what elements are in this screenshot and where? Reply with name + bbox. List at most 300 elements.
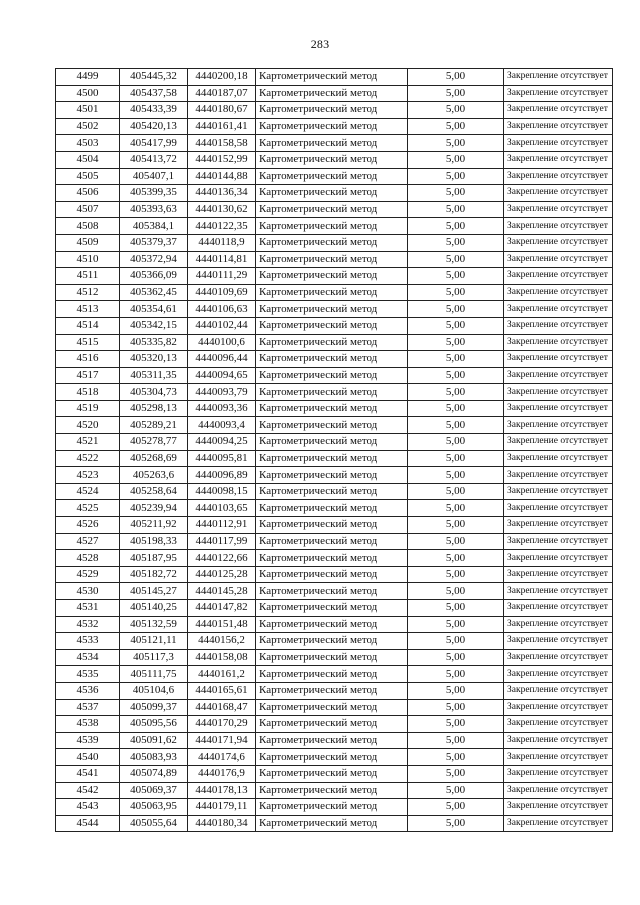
accuracy-cell: 5,00 (408, 201, 504, 218)
method-cell: Картометрический метод (256, 649, 408, 666)
accuracy-cell: 5,00 (408, 69, 504, 86)
y-coordinate-cell: 4440098,15 (188, 483, 256, 500)
point-number-cell: 4506 (56, 185, 120, 202)
accuracy-cell: 5,00 (408, 467, 504, 484)
accuracy-cell: 5,00 (408, 483, 504, 500)
description-cell: Закрепление отсутствует (504, 782, 613, 799)
description-cell: Закрепление отсутствует (504, 85, 613, 102)
y-coordinate-cell: 4440187,07 (188, 85, 256, 102)
accuracy-cell: 5,00 (408, 185, 504, 202)
y-coordinate-cell: 4440109,69 (188, 284, 256, 301)
description-cell: Закрепление отсутствует (504, 682, 613, 699)
description-cell: Закрепление отсутствует (504, 566, 613, 583)
description-cell: Закрепление отсутствует (504, 135, 613, 152)
accuracy-cell: 5,00 (408, 533, 504, 550)
method-cell: Картометрический метод (256, 500, 408, 517)
accuracy-cell: 5,00 (408, 765, 504, 782)
x-coordinate-cell: 405117,3 (120, 649, 188, 666)
table-row (56, 450, 613, 467)
y-coordinate-cell: 4440174,6 (188, 749, 256, 766)
method-cell: Картометрический метод (256, 616, 408, 633)
table-row (56, 467, 613, 484)
table-row (56, 765, 613, 782)
table-row (56, 550, 613, 567)
y-coordinate-cell: 4440103,65 (188, 500, 256, 517)
x-coordinate-cell: 405298,13 (120, 400, 188, 417)
x-coordinate-cell: 405342,15 (120, 317, 188, 334)
table-row (56, 135, 613, 152)
description-cell: Закрепление отсутствует (504, 500, 613, 517)
y-coordinate-cell: 4440130,62 (188, 201, 256, 218)
x-coordinate-cell: 405366,09 (120, 268, 188, 285)
description-cell: Закрепление отсутствует (504, 168, 613, 185)
y-coordinate-cell: 4440106,63 (188, 301, 256, 318)
point-number-cell: 4520 (56, 417, 120, 434)
x-coordinate-cell: 405289,21 (120, 417, 188, 434)
point-number-cell: 4499 (56, 69, 120, 86)
table-row (56, 317, 613, 334)
accuracy-cell: 5,00 (408, 400, 504, 417)
accuracy-cell: 5,00 (408, 301, 504, 318)
y-coordinate-cell: 4440178,13 (188, 782, 256, 799)
x-coordinate-cell: 405278,77 (120, 434, 188, 451)
y-coordinate-cell: 4440118,9 (188, 234, 256, 251)
page-number: 283 (310, 37, 330, 51)
table-row (56, 367, 613, 384)
method-cell: Картометрический метод (256, 268, 408, 285)
description-cell: Закрепление отсутствует (504, 218, 613, 235)
point-number-cell: 4510 (56, 251, 120, 268)
x-coordinate-cell: 405372,94 (120, 251, 188, 268)
description-cell: Закрепление отсутствует (504, 400, 613, 417)
x-coordinate-cell: 405132,59 (120, 616, 188, 633)
table-row (56, 799, 613, 816)
method-cell: Картометрический метод (256, 69, 408, 86)
accuracy-cell: 5,00 (408, 151, 504, 168)
method-cell: Картометрический метод (256, 799, 408, 816)
x-coordinate-cell: 405311,35 (120, 367, 188, 384)
method-cell: Картометрический метод (256, 633, 408, 650)
method-cell: Картометрический метод (256, 533, 408, 550)
accuracy-cell: 5,00 (408, 699, 504, 716)
point-number-cell: 4522 (56, 450, 120, 467)
table-row (56, 500, 613, 517)
accuracy-cell: 5,00 (408, 417, 504, 434)
y-coordinate-cell: 4440094,65 (188, 367, 256, 384)
point-number-cell: 4536 (56, 682, 120, 699)
point-number-cell: 4511 (56, 268, 120, 285)
method-cell: Картометрический метод (256, 201, 408, 218)
y-coordinate-cell: 4440158,58 (188, 135, 256, 152)
method-cell: Картометрический метод (256, 716, 408, 733)
y-coordinate-cell: 4440100,6 (188, 334, 256, 351)
description-cell: Закрепление отсутствует (504, 799, 613, 816)
y-coordinate-cell: 4440152,99 (188, 151, 256, 168)
y-coordinate-cell: 4440180,34 (188, 815, 256, 832)
description-cell: Закрепление отсутствует (504, 550, 613, 567)
x-coordinate-cell: 405121,11 (120, 633, 188, 650)
point-number-cell: 4540 (56, 749, 120, 766)
description-cell: Закрепление отсутствует (504, 666, 613, 683)
table-row (56, 616, 613, 633)
method-cell: Картометрический метод (256, 815, 408, 832)
point-number-cell: 4542 (56, 782, 120, 799)
description-cell: Закрепление отсутствует (504, 351, 613, 368)
point-number-cell: 4534 (56, 649, 120, 666)
x-coordinate-cell: 405104,6 (120, 682, 188, 699)
description-cell: Закрепление отсутствует (504, 583, 613, 600)
accuracy-cell: 5,00 (408, 732, 504, 749)
point-number-cell: 4544 (56, 815, 120, 832)
table-row (56, 666, 613, 683)
method-cell: Картометрический метод (256, 483, 408, 500)
method-cell: Картометрический метод (256, 185, 408, 202)
accuracy-cell: 5,00 (408, 600, 504, 617)
x-coordinate-cell: 405433,39 (120, 102, 188, 119)
description-cell: Закрепление отсутствует (504, 749, 613, 766)
x-coordinate-cell: 405069,37 (120, 782, 188, 799)
accuracy-cell: 5,00 (408, 799, 504, 816)
x-coordinate-cell: 405055,64 (120, 815, 188, 832)
description-cell: Закрепление отсутствует (504, 118, 613, 135)
point-number-cell: 4517 (56, 367, 120, 384)
table-row (56, 699, 613, 716)
point-number-cell: 4512 (56, 284, 120, 301)
point-number-cell: 4543 (56, 799, 120, 816)
method-cell: Картометрический метод (256, 284, 408, 301)
point-number-cell: 4533 (56, 633, 120, 650)
y-coordinate-cell: 4440145,28 (188, 583, 256, 600)
description-cell: Закрепление отсутствует (504, 334, 613, 351)
accuracy-cell: 5,00 (408, 666, 504, 683)
y-coordinate-cell: 4440096,89 (188, 467, 256, 484)
description-cell: Закрепление отсутствует (504, 434, 613, 451)
point-number-cell: 4535 (56, 666, 120, 683)
table-row (56, 185, 613, 202)
description-cell: Закрепление отсутствует (504, 284, 613, 301)
point-number-cell: 4502 (56, 118, 120, 135)
table-row (56, 815, 613, 832)
description-cell: Закрепление отсутствует (504, 301, 613, 318)
x-coordinate-cell: 405211,92 (120, 517, 188, 534)
coordinates-table (55, 68, 613, 832)
x-coordinate-cell: 405111,75 (120, 666, 188, 683)
point-number-cell: 4541 (56, 765, 120, 782)
point-number-cell: 4513 (56, 301, 120, 318)
y-coordinate-cell: 4440156,2 (188, 633, 256, 650)
point-number-cell: 4521 (56, 434, 120, 451)
table-row (56, 600, 613, 617)
table-row (56, 85, 613, 102)
description-cell: Закрепление отсутствует (504, 649, 613, 666)
point-number-cell: 4514 (56, 317, 120, 334)
y-coordinate-cell: 4440161,2 (188, 666, 256, 683)
y-coordinate-cell: 4440179,11 (188, 799, 256, 816)
table-row (56, 268, 613, 285)
y-coordinate-cell: 4440176,9 (188, 765, 256, 782)
accuracy-cell: 5,00 (408, 234, 504, 251)
x-coordinate-cell: 405417,99 (120, 135, 188, 152)
table-row (56, 69, 613, 86)
method-cell: Картометрический метод (256, 782, 408, 799)
table-row (56, 218, 613, 235)
accuracy-cell: 5,00 (408, 434, 504, 451)
point-number-cell: 4519 (56, 400, 120, 417)
table-row (56, 417, 613, 434)
table-body (56, 69, 613, 832)
accuracy-cell: 5,00 (408, 815, 504, 832)
description-cell: Закрепление отсутствует (504, 716, 613, 733)
point-number-cell: 4504 (56, 151, 120, 168)
description-cell: Закрепление отсутствует (504, 384, 613, 401)
x-coordinate-cell: 405083,93 (120, 749, 188, 766)
table-row (56, 533, 613, 550)
method-cell: Картометрический метод (256, 135, 408, 152)
method-cell: Картометрический метод (256, 251, 408, 268)
point-number-cell: 4537 (56, 699, 120, 716)
method-cell: Картометрический метод (256, 118, 408, 135)
x-coordinate-cell: 405198,33 (120, 533, 188, 550)
accuracy-cell: 5,00 (408, 135, 504, 152)
accuracy-cell: 5,00 (408, 500, 504, 517)
x-coordinate-cell: 405399,35 (120, 185, 188, 202)
method-cell: Картометрический метод (256, 450, 408, 467)
y-coordinate-cell: 4440114,81 (188, 251, 256, 268)
point-number-cell: 4509 (56, 234, 120, 251)
x-coordinate-cell: 405393,63 (120, 201, 188, 218)
table-row (56, 434, 613, 451)
table-row (56, 583, 613, 600)
y-coordinate-cell: 4440093,36 (188, 400, 256, 417)
y-coordinate-cell: 4440168,47 (188, 699, 256, 716)
accuracy-cell: 5,00 (408, 550, 504, 567)
table-row (56, 400, 613, 417)
y-coordinate-cell: 4440125,28 (188, 566, 256, 583)
y-coordinate-cell: 4440180,67 (188, 102, 256, 119)
method-cell: Картометрический метод (256, 732, 408, 749)
point-number-cell: 4539 (56, 732, 120, 749)
accuracy-cell: 5,00 (408, 616, 504, 633)
method-cell: Картометрический метод (256, 583, 408, 600)
description-cell: Закрепление отсутствует (504, 732, 613, 749)
description-cell: Закрепление отсутствует (504, 517, 613, 534)
description-cell: Закрепление отсутствует (504, 533, 613, 550)
x-coordinate-cell: 405095,56 (120, 716, 188, 733)
x-coordinate-cell: 405145,27 (120, 583, 188, 600)
accuracy-cell: 5,00 (408, 367, 504, 384)
point-number-cell: 4500 (56, 85, 120, 102)
x-coordinate-cell: 405384,1 (120, 218, 188, 235)
accuracy-cell: 5,00 (408, 450, 504, 467)
x-coordinate-cell: 405268,69 (120, 450, 188, 467)
x-coordinate-cell: 405320,13 (120, 351, 188, 368)
x-coordinate-cell: 405362,45 (120, 284, 188, 301)
accuracy-cell: 5,00 (408, 351, 504, 368)
method-cell: Картометрический метод (256, 218, 408, 235)
table-row (56, 649, 613, 666)
method-cell: Картометрический метод (256, 334, 408, 351)
x-coordinate-cell: 405187,95 (120, 550, 188, 567)
description-cell: Закрепление отсутствует (504, 616, 613, 633)
table-row (56, 118, 613, 135)
y-coordinate-cell: 4440117,99 (188, 533, 256, 550)
accuracy-cell: 5,00 (408, 566, 504, 583)
table-row (56, 682, 613, 699)
description-cell: Закрепление отсутствует (504, 483, 613, 500)
table-row (56, 517, 613, 534)
y-coordinate-cell: 4440095,81 (188, 450, 256, 467)
description-cell: Закрепление отсутствует (504, 417, 613, 434)
description-cell: Закрепление отсутствует (504, 600, 613, 617)
accuracy-cell: 5,00 (408, 168, 504, 185)
accuracy-cell: 5,00 (408, 782, 504, 799)
table-row (56, 284, 613, 301)
accuracy-cell: 5,00 (408, 517, 504, 534)
accuracy-cell: 5,00 (408, 218, 504, 235)
description-cell: Закрепление отсутствует (504, 102, 613, 119)
method-cell: Картометрический метод (256, 151, 408, 168)
point-number-cell: 4529 (56, 566, 120, 583)
y-coordinate-cell: 4440112,91 (188, 517, 256, 534)
y-coordinate-cell: 4440200,18 (188, 69, 256, 86)
description-cell: Закрепление отсутствует (504, 185, 613, 202)
x-coordinate-cell: 405445,32 (120, 69, 188, 86)
description-cell: Закрепление отсутствует (504, 367, 613, 384)
point-number-cell: 4538 (56, 716, 120, 733)
description-cell: Закрепление отсутствует (504, 699, 613, 716)
method-cell: Картометрический метод (256, 550, 408, 567)
description-cell: Закрепление отсутствует (504, 815, 613, 832)
method-cell: Картометрический метод (256, 749, 408, 766)
method-cell: Картометрический метод (256, 301, 408, 318)
description-cell: Закрепление отсутствует (504, 633, 613, 650)
point-number-cell: 4507 (56, 201, 120, 218)
method-cell: Картометрический метод (256, 467, 408, 484)
table-row (56, 716, 613, 733)
accuracy-cell: 5,00 (408, 649, 504, 666)
method-cell: Картометрический метод (256, 682, 408, 699)
point-number-cell: 4525 (56, 500, 120, 517)
point-number-cell: 4515 (56, 334, 120, 351)
point-number-cell: 4532 (56, 616, 120, 633)
point-number-cell: 4530 (56, 583, 120, 600)
y-coordinate-cell: 4440122,66 (188, 550, 256, 567)
table-row (56, 732, 613, 749)
method-cell: Картометрический метод (256, 168, 408, 185)
y-coordinate-cell: 4440144,88 (188, 168, 256, 185)
point-number-cell: 4527 (56, 533, 120, 550)
point-number-cell: 4518 (56, 384, 120, 401)
x-coordinate-cell: 405407,1 (120, 168, 188, 185)
accuracy-cell: 5,00 (408, 583, 504, 600)
table-row (56, 334, 613, 351)
description-cell: Закрепление отсутствует (504, 201, 613, 218)
description-cell: Закрепление отсутствует (504, 151, 613, 168)
accuracy-cell: 5,00 (408, 716, 504, 733)
point-number-cell: 4516 (56, 351, 120, 368)
x-coordinate-cell: 405379,37 (120, 234, 188, 251)
method-cell: Картометрический метод (256, 417, 408, 434)
y-coordinate-cell: 4440136,34 (188, 185, 256, 202)
description-cell: Закрепление отсутствует (504, 765, 613, 782)
method-cell: Картометрический метод (256, 384, 408, 401)
point-number-cell: 4523 (56, 467, 120, 484)
point-number-cell: 4501 (56, 102, 120, 119)
x-coordinate-cell: 405420,13 (120, 118, 188, 135)
point-number-cell: 4503 (56, 135, 120, 152)
accuracy-cell: 5,00 (408, 268, 504, 285)
y-coordinate-cell: 4440102,44 (188, 317, 256, 334)
method-cell: Картометрический метод (256, 102, 408, 119)
point-number-cell: 4508 (56, 218, 120, 235)
description-cell: Закрепление отсутствует (504, 251, 613, 268)
y-coordinate-cell: 4440147,82 (188, 600, 256, 617)
table-row (56, 384, 613, 401)
y-coordinate-cell: 4440170,29 (188, 716, 256, 733)
accuracy-cell: 5,00 (408, 749, 504, 766)
table-row (56, 749, 613, 766)
accuracy-cell: 5,00 (408, 384, 504, 401)
x-coordinate-cell: 405413,72 (120, 151, 188, 168)
x-coordinate-cell: 405304,73 (120, 384, 188, 401)
x-coordinate-cell: 405140,25 (120, 600, 188, 617)
y-coordinate-cell: 4440093,79 (188, 384, 256, 401)
accuracy-cell: 5,00 (408, 284, 504, 301)
method-cell: Картометрический метод (256, 317, 408, 334)
method-cell: Картометрический метод (256, 765, 408, 782)
point-number-cell: 4526 (56, 517, 120, 534)
table-row (56, 633, 613, 650)
accuracy-cell: 5,00 (408, 317, 504, 334)
y-coordinate-cell: 4440161,41 (188, 118, 256, 135)
accuracy-cell: 5,00 (408, 334, 504, 351)
method-cell: Картометрический метод (256, 85, 408, 102)
point-number-cell: 4524 (56, 483, 120, 500)
y-coordinate-cell: 4440111,29 (188, 268, 256, 285)
method-cell: Картометрический метод (256, 367, 408, 384)
table-row (56, 301, 613, 318)
method-cell: Картометрический метод (256, 666, 408, 683)
accuracy-cell: 5,00 (408, 633, 504, 650)
method-cell: Картометрический метод (256, 566, 408, 583)
table-row (56, 151, 613, 168)
y-coordinate-cell: 4440151,48 (188, 616, 256, 633)
y-coordinate-cell: 4440165,61 (188, 682, 256, 699)
x-coordinate-cell: 405099,37 (120, 699, 188, 716)
description-cell: Закрепление отсутствует (504, 268, 613, 285)
description-cell: Закрепление отсутствует (504, 234, 613, 251)
table-row (56, 351, 613, 368)
table-row (56, 201, 613, 218)
y-coordinate-cell: 4440171,94 (188, 732, 256, 749)
accuracy-cell: 5,00 (408, 118, 504, 135)
point-number-cell: 4505 (56, 168, 120, 185)
accuracy-cell: 5,00 (408, 682, 504, 699)
x-coordinate-cell: 405239,94 (120, 500, 188, 517)
description-cell: Закрепление отсутствует (504, 317, 613, 334)
table-row (56, 566, 613, 583)
point-number-cell: 4531 (56, 600, 120, 617)
table-row (56, 782, 613, 799)
table-row (56, 251, 613, 268)
method-cell: Картометрический метод (256, 434, 408, 451)
description-cell: Закрепление отсутствует (504, 69, 613, 86)
method-cell: Картометрический метод (256, 699, 408, 716)
table-row (56, 234, 613, 251)
x-coordinate-cell: 405354,61 (120, 301, 188, 318)
accuracy-cell: 5,00 (408, 102, 504, 119)
x-coordinate-cell: 405335,82 (120, 334, 188, 351)
